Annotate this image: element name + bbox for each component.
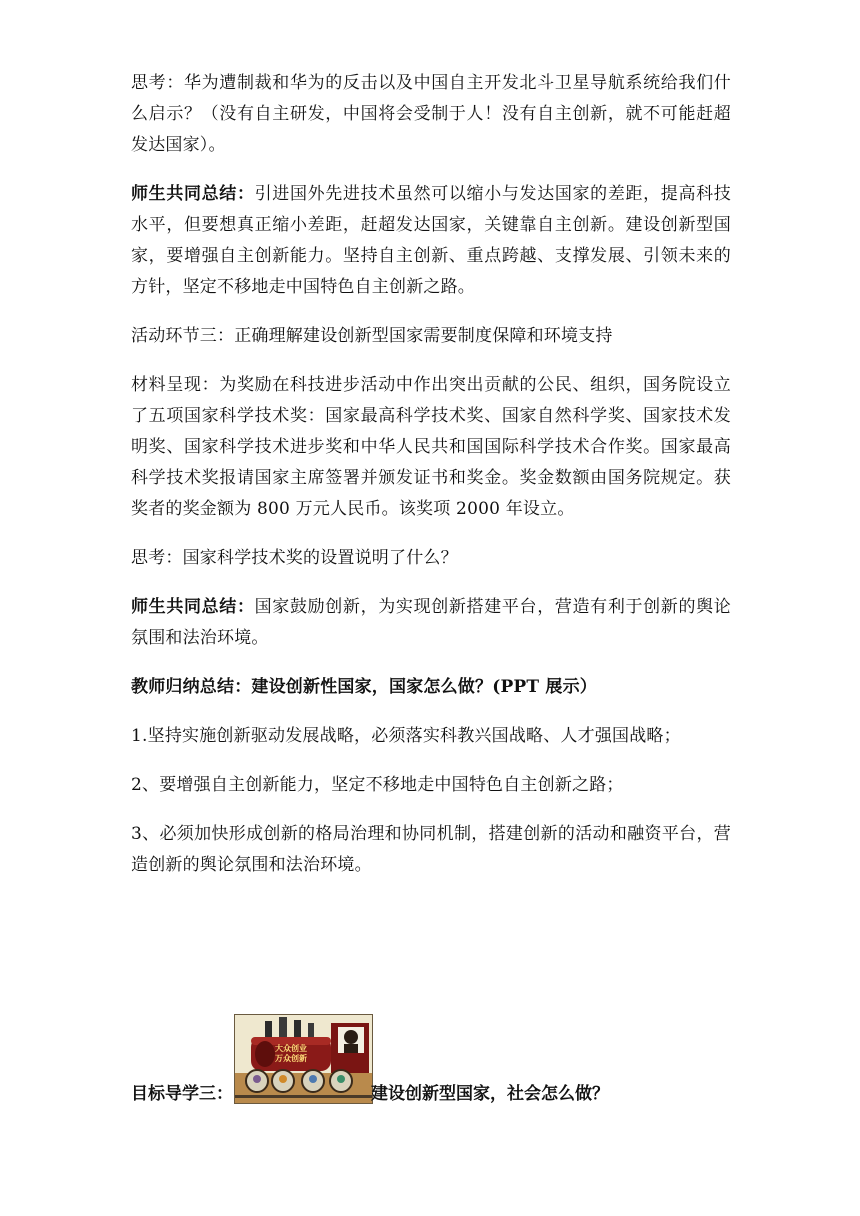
innovation-train-illustration (234, 1014, 373, 1104)
paragraph-summary-1 (131, 179, 731, 303)
summary-heading: 教师归纳总结：建设创新性国家，国家怎么做？(PPT 展示） (131, 677, 597, 697)
point-2: 2、要增强自主创新能力，坚定不移地走中国特色自主创新之路； (131, 775, 624, 795)
banner-line-2: 万众创新 (275, 1054, 307, 1063)
target-label: 目标导学三： (131, 1084, 233, 1104)
paragraph-material (131, 370, 731, 525)
paragraph-text: 国家鼓励创新，为实现创新搭建平台，营造有利于创新的舆论氛围和法治环境。 (131, 597, 731, 648)
paragraph-lead: 师生共同总结： (131, 597, 255, 617)
paragraph-activity-3 (131, 321, 731, 352)
paragraph-text: 活动环节三：正确理解建设创新型国家需要制度保障和环境支持 (131, 326, 613, 346)
target-question: 建设创新型国家，社会怎么做？ (371, 1084, 609, 1104)
paragraph-lead: 师生共同总结： (131, 184, 255, 204)
point-1: 1.坚持实施创新驱动发展战略，必须落实科教兴国战略、人才强国战略； (131, 726, 681, 746)
paragraph-think-award (131, 543, 731, 574)
banner-line-1: 大众创业 (275, 1044, 307, 1053)
paragraph-text: 材料呈现：为奖励在科技进步活动中作出突出贡献的公民、组织，国务院设立了五项国家科学技术奖：国家最高科学技术奖、国家自然科学奖、国家技术发明奖、国家科学技术进步奖和中华人民共和国国际科学技术合作奖。国家最高科学技术奖报请国家主席签署并颁发证书和奖金。奖金数额由国务院规定。获奖者的奖金额为 800 万元人民币。该奖项 2000 年设立。 (131, 375, 731, 519)
paragraph-text: 引进国外先进技术虽然可以缩小与发达国家的差距，提高科技水平，但要想真正缩小差距，赶超发达国家，关键靠自主创新。建设创新型国家，要增强自主创新能力。坚持自主创新、重点跨越、支撑发展、引领未来的方针，坚定不移地走中国特色自主创新之路。 (131, 184, 731, 297)
paragraph-text: 思考：华为遭制裁和华为的反击以及中国自主开发北斗卫星导航系统给我们什么启示？（没有自主研发，中国将会受制于人！没有自主创新，就不可能赶超发达国家）。 (131, 73, 731, 155)
target-section (131, 1014, 731, 1114)
paragraph-text: 思考：国家科学技术奖的设置说明了什么？ (131, 548, 458, 568)
paragraph-think-huawei (131, 68, 731, 161)
point-3: 3、必须加快形成创新的格局治理和协同机制，搭建创新的活动和融资平台，营造创新的舆论氛围和法治环境。 (131, 824, 731, 875)
paragraph-summary-2 (131, 592, 731, 654)
document-body (131, 68, 731, 899)
